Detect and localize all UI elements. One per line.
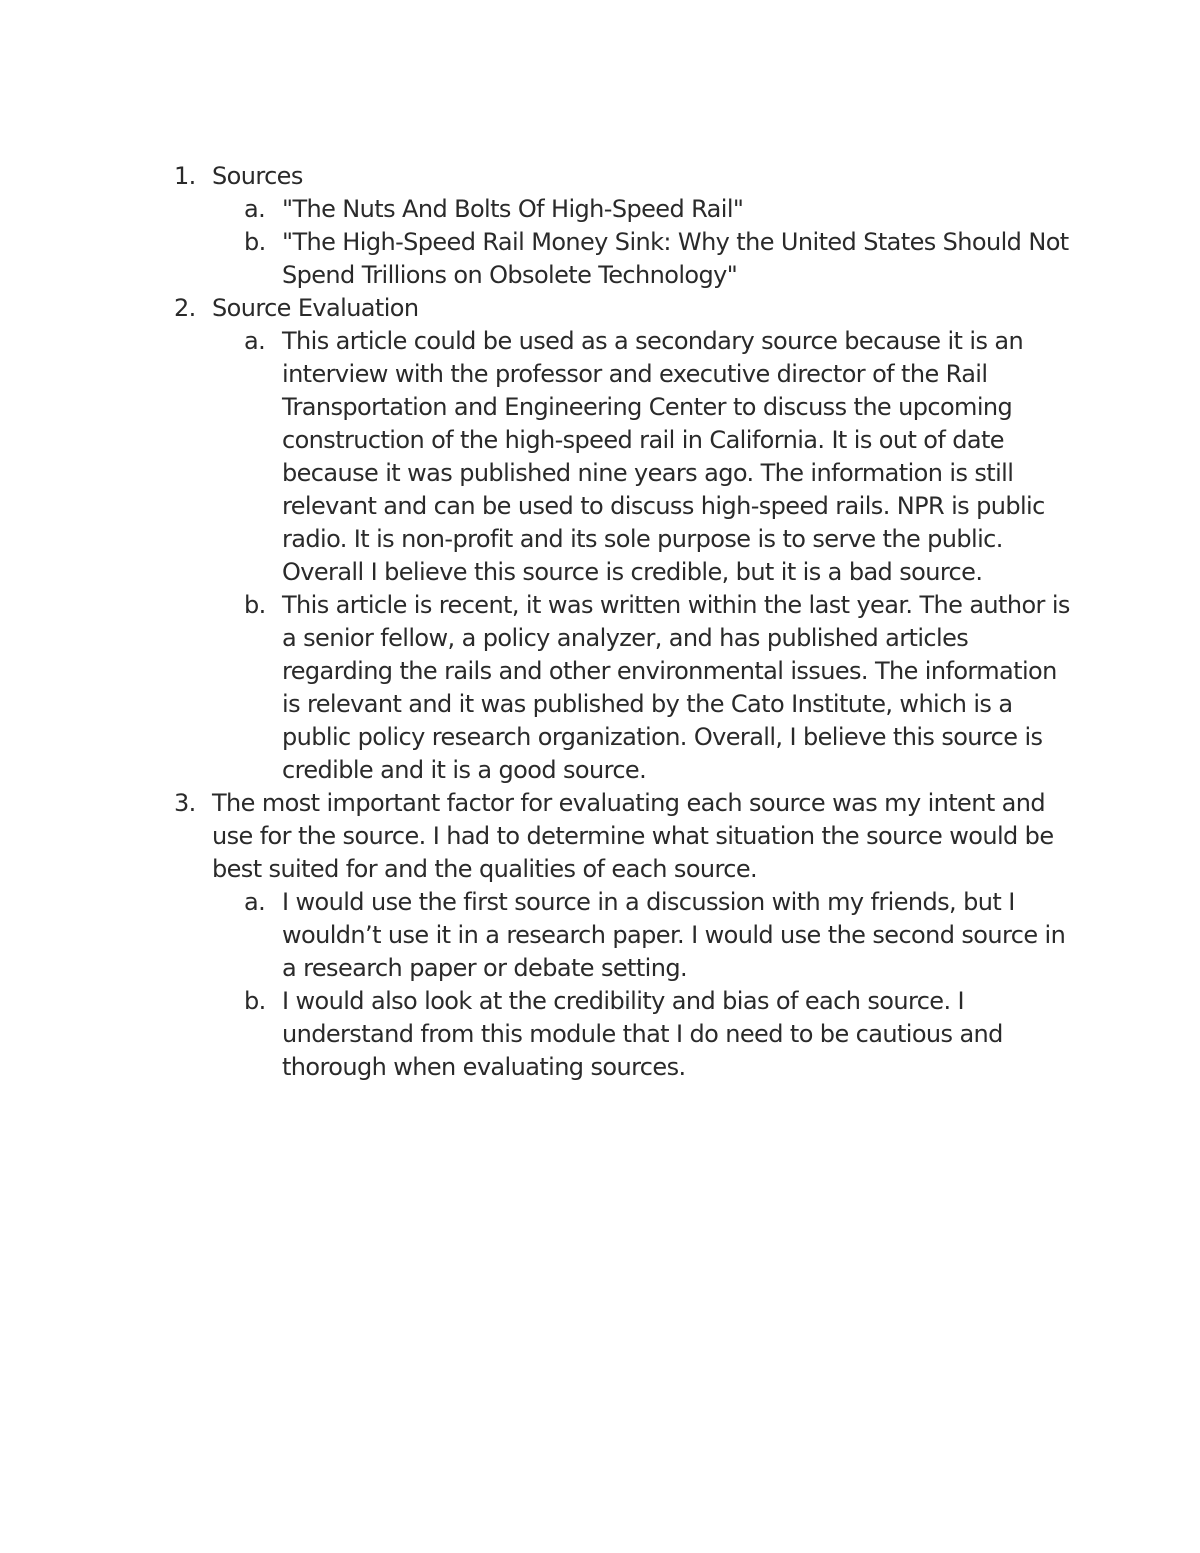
sub-item-2b (170, 589, 1070, 787)
sub-marker: b. (244, 591, 266, 619)
sub-marker: a. (244, 195, 266, 223)
sub-item-2a (170, 325, 1070, 589)
outline-list (170, 160, 1070, 1084)
sub-marker: b. (244, 228, 266, 256)
sub-marker: a. (244, 888, 266, 916)
sub-item-3a (170, 886, 1070, 985)
sub-item-text: I would also look at the credibility and bias of each source. I understand from this module that I do need to be cautious and thorough when evaluating sources. (282, 987, 1003, 1081)
sub-marker: a. (244, 327, 266, 355)
sub-item-1b (170, 226, 1070, 292)
sub-item-text: "The Nuts And Bolts Of High-Speed Rail" (282, 195, 744, 223)
list-marker: 3. (174, 789, 196, 817)
list-item-text: The most important factor for evaluating each source was my intent and use for the source. I had to determine what situation the source would be best suited for and the qualities of each source. (212, 789, 1054, 883)
list-item-3 (170, 787, 1070, 886)
list-marker: 2. (174, 294, 196, 322)
list-item-text: Source Evaluation (212, 294, 419, 322)
list-item-1 (170, 160, 1070, 193)
list-marker: 1. (174, 162, 196, 190)
sub-marker: b. (244, 987, 266, 1015)
sub-item-text: "The High-Speed Rail Money Sink: Why the United States Should Not Spend Trillions on Obsolete Technology" (282, 228, 1069, 289)
sub-item-text: I would use the first source in a discussion with my friends, but I wouldn’t use it in a research paper. I would use the second source in a research paper or debate setting. (282, 888, 1066, 982)
sub-item-text: This article could be used as a secondary source because it is an interview with the professor and executive director of the Rail Transportation and Engineering Center to discuss the upcoming construction of the high-speed rail in California. It is out of date because it was published nine years ago. The information is still relevant and can be used to discuss high-speed rails. NPR is public radio. It is non-profit and its sole purpose is to serve the public. Overall I believe this source is credible, but it is a bad source. (282, 327, 1045, 586)
sub-item-3b (170, 985, 1070, 1084)
list-item-text: Sources (212, 162, 303, 190)
sub-item-1a (170, 193, 1070, 226)
sub-item-text: This article is recent, it was written within the last year. The author is a senior fellow, a policy analyzer, and has published articles regarding the rails and other environmental issues. The information is relevant and it was published by the Cato Institute, which is a public policy research organization. Overall, I believe this source is credible and it is a good source. (282, 591, 1070, 784)
list-item-2 (170, 292, 1070, 325)
